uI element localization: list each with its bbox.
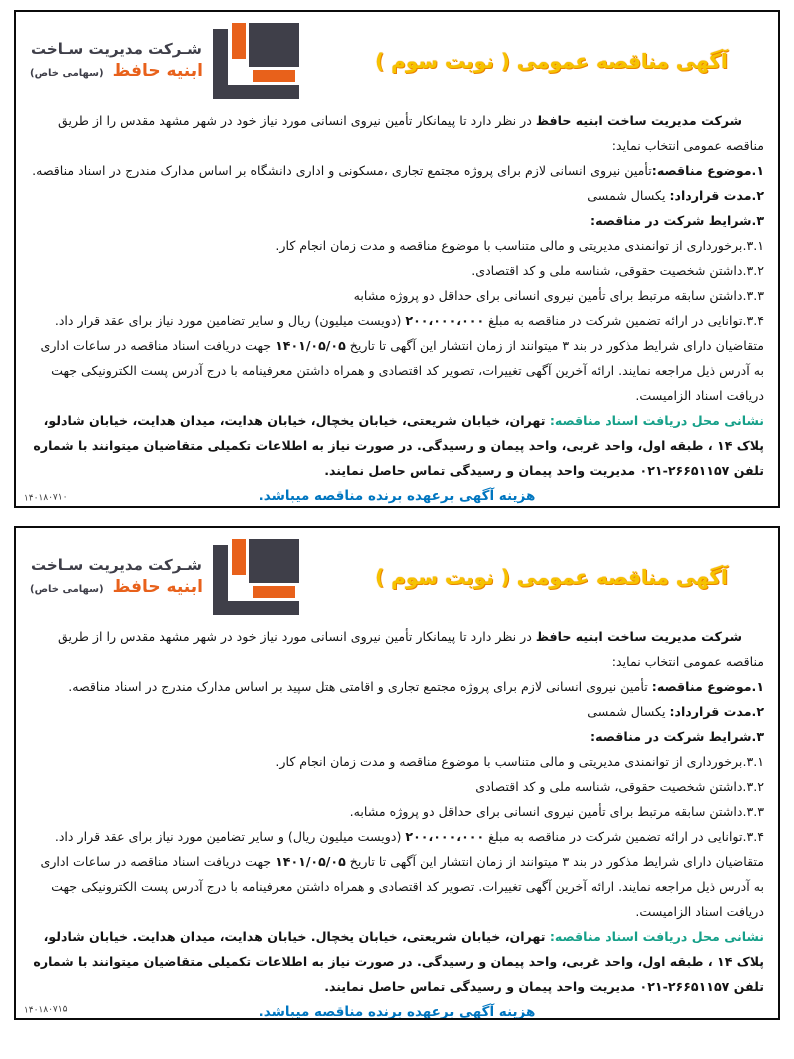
deadline-post: جهت دریافت اسناد مناقصه در ساعات اداری به آدرس ذیل مراجعه نمایند. ارائه آخرین آگهی تغییرات. تصویر کد اقتصادی و همراه داشتن معرفینامه با درج آدرس پست الکترونیکی جهت دریافت اسناد الزامیست. — [40, 854, 764, 919]
condition-3-4-pre: ۳.۴.توانایی در ارائه تضمین شرکت در مناقصه به مبلغ — [484, 313, 764, 328]
company-name-line1: شـرکت مدیریت سـاخت — [31, 556, 202, 575]
logo-orange-horizontal-block — [253, 586, 295, 598]
logo-orange-vertical-block — [232, 23, 245, 59]
item-subject — [30, 158, 764, 183]
condition-3-3: ۳.۳.داشتن سابقه مرتبط برای تأمین نیروی انسانی برای حداقل دو پروژه مشابه. — [349, 804, 764, 819]
company-name-suffix: (سهامی خاص) — [30, 583, 104, 595]
deadline-date: ۱۴۰۱/۰۵/۰۵ — [275, 338, 346, 353]
intro-paragraph — [30, 624, 764, 674]
item-subject-label: ۱.موضوع مناقصه: — [651, 163, 764, 178]
address-label: نشانی محل دریافت اسناد مناقصه: — [549, 413, 764, 428]
intro-company-name: شرکت مدیریت ساخت ابنیه حافظ — [535, 629, 742, 644]
intro-company-name: شرکت مدیریت ساخت ابنیه حافظ — [535, 113, 742, 128]
item-duration — [30, 699, 764, 724]
address-text: تهران، خیابان شریعتی، خیابان یخچال. خیابان هدایت، میدان هدایت. خیابان شادلو، پلاک ۱۴ ، طبقه اول، واحد غربی، واحد پیمان و رسیدگی. در صورت نیاز به اطلاعات تکمیلی متقاضیان میتوانند با شماره تلفن ۲۶۶۵۱۱۵۷-۰۲۱ مدیریت واحد پیمان و رسیدگی تماس حاصل نمایند. — [33, 929, 764, 994]
item-conditions — [30, 724, 764, 749]
address-label: نشانی محل دریافت اسناد مناقصه: — [549, 929, 764, 944]
guarantee-amount: ۲۰۰،۰۰۰،۰۰۰ — [405, 313, 485, 328]
item-conditions-label: ۳.شرایط شرکت در مناقصه: — [590, 729, 764, 744]
intro-text: در نظر دارد تا پیمانکار تأمین نیروی انسانی مورد نیاز خود در شهر مشهد مقدس را از طریق مناقصه عمومی انتخاب نماید: — [57, 629, 764, 669]
panel-1-header — [30, 18, 764, 104]
item-conditions — [30, 208, 764, 233]
condition-3-4 — [30, 824, 764, 849]
item-duration-label: ۲.مدت قرارداد: — [669, 704, 764, 719]
cost-note: هزینه آگهی برعهده برنده مناقصه میباشد. — [258, 488, 536, 504]
company-logo — [30, 539, 309, 615]
item-duration-text: یکسال شمسی — [587, 704, 670, 719]
condition-3-1: ۳.۱.برخورداری از توانمندی مدیریتی و مالی متناسب با موضوع مناقصه و مدت زمان انجام کار. — [275, 754, 764, 769]
deadline-pre: متقاضیان دارای شرایط مذکور در بند ۳ میتوانند از زمان انتشار این آگهی تا تاریخ — [345, 854, 764, 869]
tender-title: آگهی مناقصه عمومی ( نوبت سوم ) — [375, 49, 728, 73]
deadline-date: ۱۴۰۱/۰۵/۰۵ — [275, 854, 346, 869]
company-name-line1: شـرکت مدیریت سـاخت — [31, 40, 202, 59]
address-paragraph — [30, 924, 764, 999]
condition-3-4-pre: ۳.۴.توانایی در ارائه تضمین شرکت در مناقصه به مبلغ — [484, 829, 764, 844]
address-text: تهران، خیابان شریعتی، خیابان یخچال، خیابان هدایت، میدان هدایت، خیابان شادلو، پلاک ۱۴ ، طبقه اول، واحد غربی، واحد پیمان و رسیدگی. در صورت نیاز به اطلاعات تکمیلی متقاضیان میتوانند با شماره تلفن ۲۶۶۵۱۱۵۷-۰۲۱ مدیریت واحد پیمان و رسیدگی تماس حاصل نمایند. — [33, 413, 764, 478]
item-conditions-label: ۳.شرایط شرکت در مناقصه: — [590, 213, 764, 228]
address-paragraph — [30, 408, 764, 483]
company-name-block — [30, 39, 203, 82]
company-logo-icon — [213, 23, 309, 99]
deadline-paragraph — [30, 849, 764, 924]
company-name-block — [30, 555, 203, 598]
logo-dark-square — [249, 23, 299, 67]
item-subject-text: تأمین نیروی انسانی لازم برای پروژه مجتمع تجاری و اقامتی هتل سپید بر اساس مدارک مندرج در اسناد مناقصه. — [68, 679, 652, 694]
panel-2-header — [30, 534, 764, 620]
logo-dark-bottom-bar — [213, 601, 299, 615]
company-name-line2: ابنیه حافظ — [112, 576, 203, 597]
condition-3-4 — [30, 308, 764, 333]
condition-3-1: ۳.۱.برخورداری از توانمندی مدیریتی و مالی متناسب با موضوع مناقصه و مدت زمان انجام کار. — [275, 238, 764, 253]
item-subject-text: تأمین نیروی انسانی لازم برای پروژه مجتمع تجاری ،مسکونی و اداری دانشگاه بر اساس مدارک مندرج در اسناد مناقصه. — [32, 163, 652, 178]
company-logo — [30, 23, 309, 99]
logo-dark-bottom-bar — [213, 85, 299, 99]
deadline-paragraph — [30, 333, 764, 408]
condition-3-2: ۳.۲.داشتن شخصیت حقوقی، شناسه ملی و کد اقتصادی — [475, 779, 764, 794]
deadline-post: جهت دریافت اسناد مناقصه در ساعات اداری به آدرس ذیل مراجعه نمایند. ارائه آخرین آگهی تغییرات، تصویر کد اقتصادی و همراه داشتن معرفینامه با درج آدرس پست الکترونیکی جهت دریافت اسناد الزامیست. — [40, 338, 764, 403]
company-logo-icon — [213, 539, 309, 615]
cost-note: هزینه آگهی برعهده برنده مناقصه میباشد. — [258, 1004, 536, 1020]
tender-notice-panel-2 — [14, 526, 780, 1020]
guarantee-amount: ۲۰۰،۰۰۰،۰۰۰ — [405, 829, 485, 844]
item-duration-text: یکسال شمسی — [587, 188, 670, 203]
item-duration — [30, 183, 764, 208]
company-name-line2: ابنیه حافظ — [112, 60, 203, 81]
company-name-suffix: (سهامی خاص) — [30, 67, 104, 79]
item-subject-label: ۱.موضوع مناقصه: — [651, 679, 764, 694]
intro-paragraph — [30, 108, 764, 158]
panel-1-body — [30, 108, 764, 508]
logo-orange-vertical-block — [232, 539, 245, 575]
item-duration-label: ۲.مدت قرارداد: — [669, 188, 764, 203]
condition-3-2: ۳.۲.داشتن شخصیت حقوقی، شناسه ملی و کد اقتصادی. — [471, 263, 764, 278]
panel-2-body — [30, 624, 764, 1020]
condition-3-3: ۳.۳.داشتن سابقه مرتبط برای تأمین نیروی انسانی برای حداقل دو پروژه مشابه — [353, 288, 764, 303]
tender-notice-panel-1 — [14, 10, 780, 508]
item-subject — [30, 674, 764, 699]
reference-number: ۱۴۰۱۸۰۷۱۵ — [23, 1004, 68, 1016]
logo-dark-square — [249, 539, 299, 583]
logo-orange-horizontal-block — [253, 70, 295, 82]
deadline-pre: متقاضیان دارای شرایط مذکور در بند ۳ میتوانند از زمان انتشار این آگهی تا تاریخ — [345, 338, 764, 353]
intro-text: در نظر دارد تا پیمانکار تأمین نیروی انسانی مورد نیاز خود در شهر مشهد مقدس را از طریق مناقصه عمومی انتخاب نماید: — [57, 113, 764, 153]
condition-3-4-post: (دویست میلیون ریال) و سایر تضامین مورد نیاز برای عقد قرار داد. — [54, 829, 406, 844]
tender-title: آگهی مناقصه عمومی ( نوبت سوم ) — [375, 565, 728, 589]
reference-number: ۱۴۰۱۸۰۷۱۰ — [23, 492, 68, 504]
condition-3-4-post: (دویست میلیون) ریال و سایر تضامین مورد نیاز برای عقد قرار داد. — [54, 313, 406, 328]
